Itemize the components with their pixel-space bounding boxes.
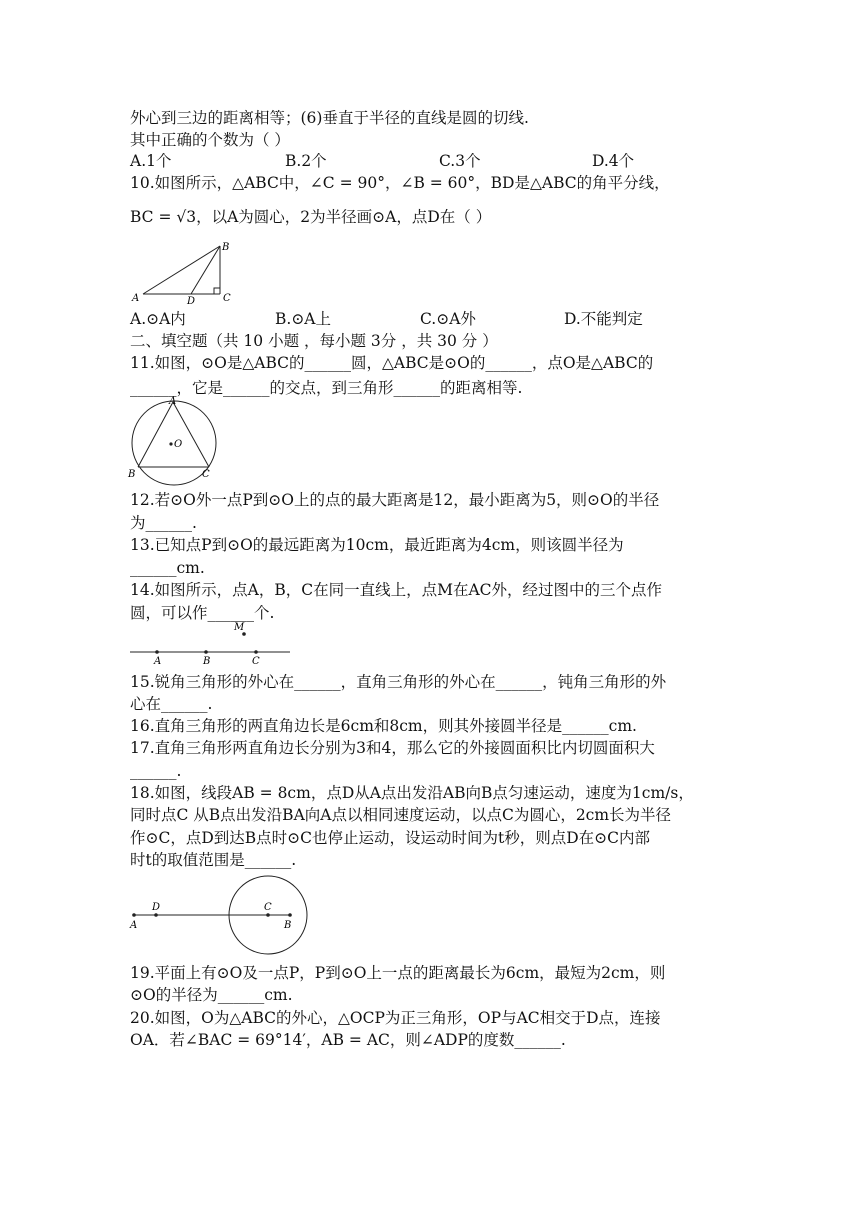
q11-circle-figure	[126, 395, 222, 487]
q18-label-c: C	[264, 902, 272, 913]
q14-text-line1: 14.如图所示，点A，B，C在同一直线上，点M在AC外，经过图中的三个点作	[130, 581, 663, 599]
q9-text-line2: 其中正确的个数为（ ）	[130, 131, 290, 149]
q11-label-a: A	[169, 396, 177, 407]
q18-text-line1: 18.如图，线段AB = 8cm，点D从A点出发沿AB向B点匀速运动，速度为1cm/s，	[130, 784, 694, 802]
q18-label-b: B	[284, 920, 292, 931]
q10-label-c: C	[223, 293, 231, 304]
q14-label-a: A	[154, 656, 162, 667]
q11-label-o: O	[174, 439, 183, 450]
q11-label-b: B	[128, 469, 136, 480]
q10-text-line1: 10.如图所示，△ABC中，∠C = 90°，∠B = 60°，BD是△ABC的角平分线，	[130, 174, 670, 192]
q10-triangle-figure	[128, 238, 240, 306]
q18-text-line3: 作⊙C，点D到达B点时⊙C也停止运动，设运动时间为t秒，则点D在⊙C内部	[130, 829, 651, 847]
q10-option-a: A.⊙A内	[130, 310, 186, 328]
q14-text-line2: 圆，可以作______个.	[130, 604, 275, 622]
q17-text-line2: ______.	[130, 762, 182, 780]
q9-option-c: C.3个	[439, 152, 481, 170]
q14-line-figure	[128, 620, 294, 670]
q10-option-d: D.不能判定	[564, 310, 643, 328]
q14-label-c: C	[252, 656, 260, 667]
q18-label-d: D	[152, 902, 161, 913]
q19-text-line1: 19.平面上有⊙O及一点P，P到⊙O上一点的距离最长为6cm，最短为2cm，则	[130, 964, 666, 982]
q12-text-line2: 为______.	[130, 514, 197, 532]
q18-text-line4: 时t的取值范围是______.	[130, 851, 297, 869]
q9-option-d: D.4个	[592, 152, 635, 170]
q15-text-line2: 心在______.	[130, 695, 213, 713]
q12-text-line1: 12.若⊙O外一点P到⊙O上的点的最大距离是12，最小距离为5，则⊙O的半径	[130, 491, 660, 509]
q11-label-c: C	[202, 469, 210, 480]
q13-text-line1: 13.已知点P到⊙O的最远距离为10cm，最近距离为4cm，则该圆半径为	[130, 536, 624, 554]
q20-text-line2: OA．若∠BAC = 69°14′，AB = AC，则∠ADP的度数______.	[130, 1031, 566, 1049]
q10-label-a: A	[132, 293, 140, 304]
q10-text-line2: BC = √3，以A为圆心，2为半径画⊙A，点D在（ ）	[130, 208, 492, 226]
q19-text-line2: ⊙O的半径为______cm.	[130, 986, 293, 1004]
q18-text-line2: 同时点C 从B点出发沿BA向A点以相同速度运动，以点C为圆心，2cm长为半径	[130, 806, 672, 824]
q9-option-a: A.1个	[130, 152, 172, 170]
q10-label-b: B	[222, 242, 230, 253]
q14-label-m: M	[234, 622, 245, 633]
q9-text-line1: 外心到三边的距离相等；(6)垂直于半径的直线是圆的切线.	[130, 109, 529, 127]
q10-option-c: C.⊙A外	[420, 310, 476, 328]
q11-text-line1: 11.如图，⊙O是△ABC的______圆，△ABC是⊙O的______，点O是△ABC的	[130, 354, 654, 372]
q11-text-line2: ______，它是______的交点，到三角形______的距离相等.	[130, 379, 523, 397]
q18-segment-figure	[128, 873, 313, 958]
q16-text-line1: 16.直角三角形的两直角边长是6cm和8cm，则其外接圆半径是______cm.	[130, 717, 637, 735]
q18-label-a: A	[130, 920, 138, 931]
q10-label-d: D	[187, 296, 196, 306]
q10-option-b: B.⊙A上	[275, 310, 331, 328]
q14-label-b: B	[203, 656, 211, 667]
q17-text-line1: 17.直角三角形两直角边长分别为3和4，那么它的外接圆面积比内切圆面积大	[130, 739, 655, 757]
q9-option-b: B.2个	[285, 152, 327, 170]
q15-text-line1: 15.锐角三角形的外心在______，直角三角形的外心在______，钝角三角形的外	[130, 673, 667, 691]
q13-text-line2: ______cm.	[130, 559, 205, 577]
q20-text-line1: 20.如图，O为△ABC的外心，△OCP为正三角形，OP与AC相交于D点，连接	[130, 1009, 661, 1027]
section-heading: 二、填空题（共 10 小题 ，每小题 3分 ，共 30 分 ）	[130, 332, 498, 350]
